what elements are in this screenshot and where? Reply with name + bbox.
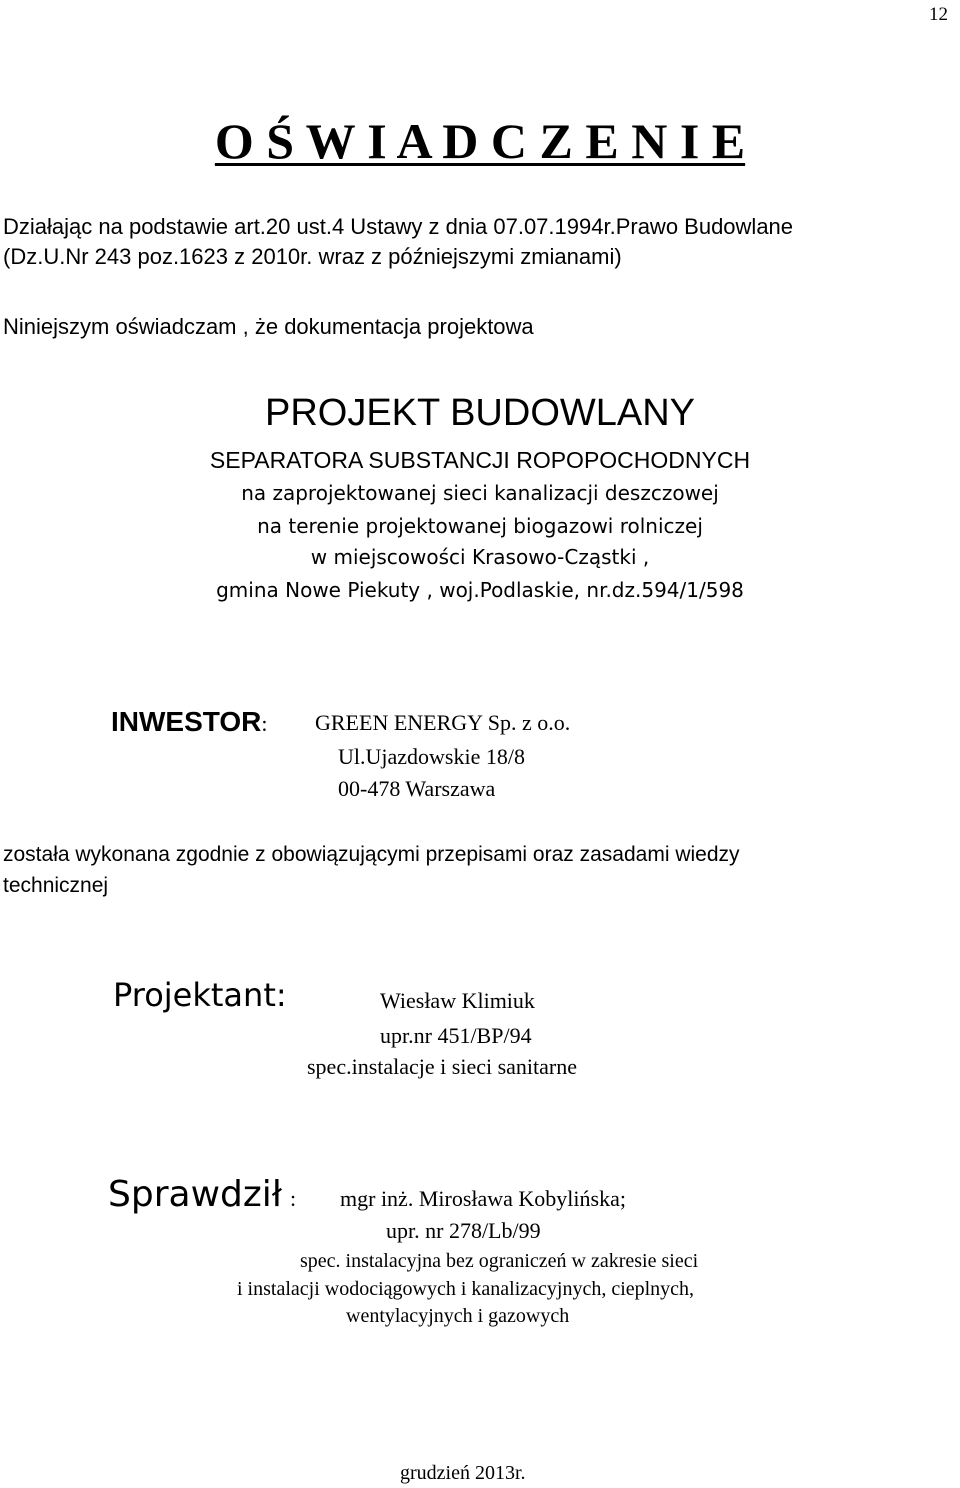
checker-spec-line-3: wentylacyjnych i gazowych bbox=[346, 1305, 570, 1327]
legal-basis-line-1: Działając na podstawie art.20 ust.4 Ustawy z dnia 07.07.1994r.Prawo Budowlane bbox=[3, 214, 794, 239]
designer-specialty: spec.instalacje i sieci sanitarne bbox=[307, 1054, 577, 1079]
checker-name: mgr inż. Mirosława Kobylińska; bbox=[340, 1186, 626, 1211]
investor-label bbox=[111, 706, 268, 739]
investor-label-text: INWESTOR bbox=[111, 706, 262, 737]
statement-intro: Niniejszym oświadczam , że dokumentacja projektowa bbox=[3, 314, 534, 339]
checker-license: upr. nr 278/Lb/99 bbox=[386, 1218, 541, 1243]
page-number: 12 bbox=[929, 4, 948, 25]
designer-label: Projektant: bbox=[113, 976, 287, 1014]
checker-spec-line-2: i instalacji wodociągowych i kanalizacyjnych, cieplnych, bbox=[237, 1278, 695, 1300]
project-line-3: na terenie projektowanej biogazowi rolniczej bbox=[257, 514, 703, 538]
document-date: grudzień 2013r. bbox=[400, 1462, 526, 1484]
designer-license: upr.nr 451/BP/94 bbox=[380, 1023, 532, 1048]
legal-basis-line-2: (Dz.U.Nr 243 poz.1623 z 2010r. wraz z późniejszymi zmianami) bbox=[3, 244, 622, 269]
investor-city: 00-478 Warszawa bbox=[338, 776, 496, 801]
project-line-4: w miejscowości Krasowo-Cząstki , bbox=[310, 545, 650, 569]
compliance-line-1: została wykonana zgodnie z obowiązującymi przepisami oraz zasadami wiedzy bbox=[3, 843, 740, 866]
checker-spec-line-1: spec. instalacyjna bez ograniczeń w zakresie sieci bbox=[300, 1250, 699, 1272]
investor-name: GREEN ENERGY Sp. z o.o. bbox=[315, 710, 571, 735]
project-line-5: gmina Nowe Piekuty , woj.Podlaskie, nr.dz.594/1/598 bbox=[216, 578, 744, 602]
compliance-line-2: technicznej bbox=[3, 874, 109, 897]
designer-name: Wiesław Klimiuk bbox=[380, 988, 535, 1013]
page-title: O Ś W I A D C Z E N I E bbox=[214, 113, 746, 169]
project-line-2: na zaprojektowanej sieci kanalizacji deszczowej bbox=[241, 481, 719, 505]
project-line-1: SEPARATORA SUBSTANCJI ROPOPOCHODNYCH bbox=[209, 447, 751, 473]
investor-street: Ul.Ujazdowskie 18/8 bbox=[338, 744, 525, 769]
checker-label bbox=[108, 1173, 296, 1215]
checker-label-text: Sprawdził bbox=[108, 1174, 282, 1215]
project-heading: PROJEKT BUDOWLANY bbox=[264, 392, 696, 434]
investor-label-colon: : bbox=[261, 711, 268, 736]
checker-label-colon: : bbox=[290, 1186, 297, 1211]
